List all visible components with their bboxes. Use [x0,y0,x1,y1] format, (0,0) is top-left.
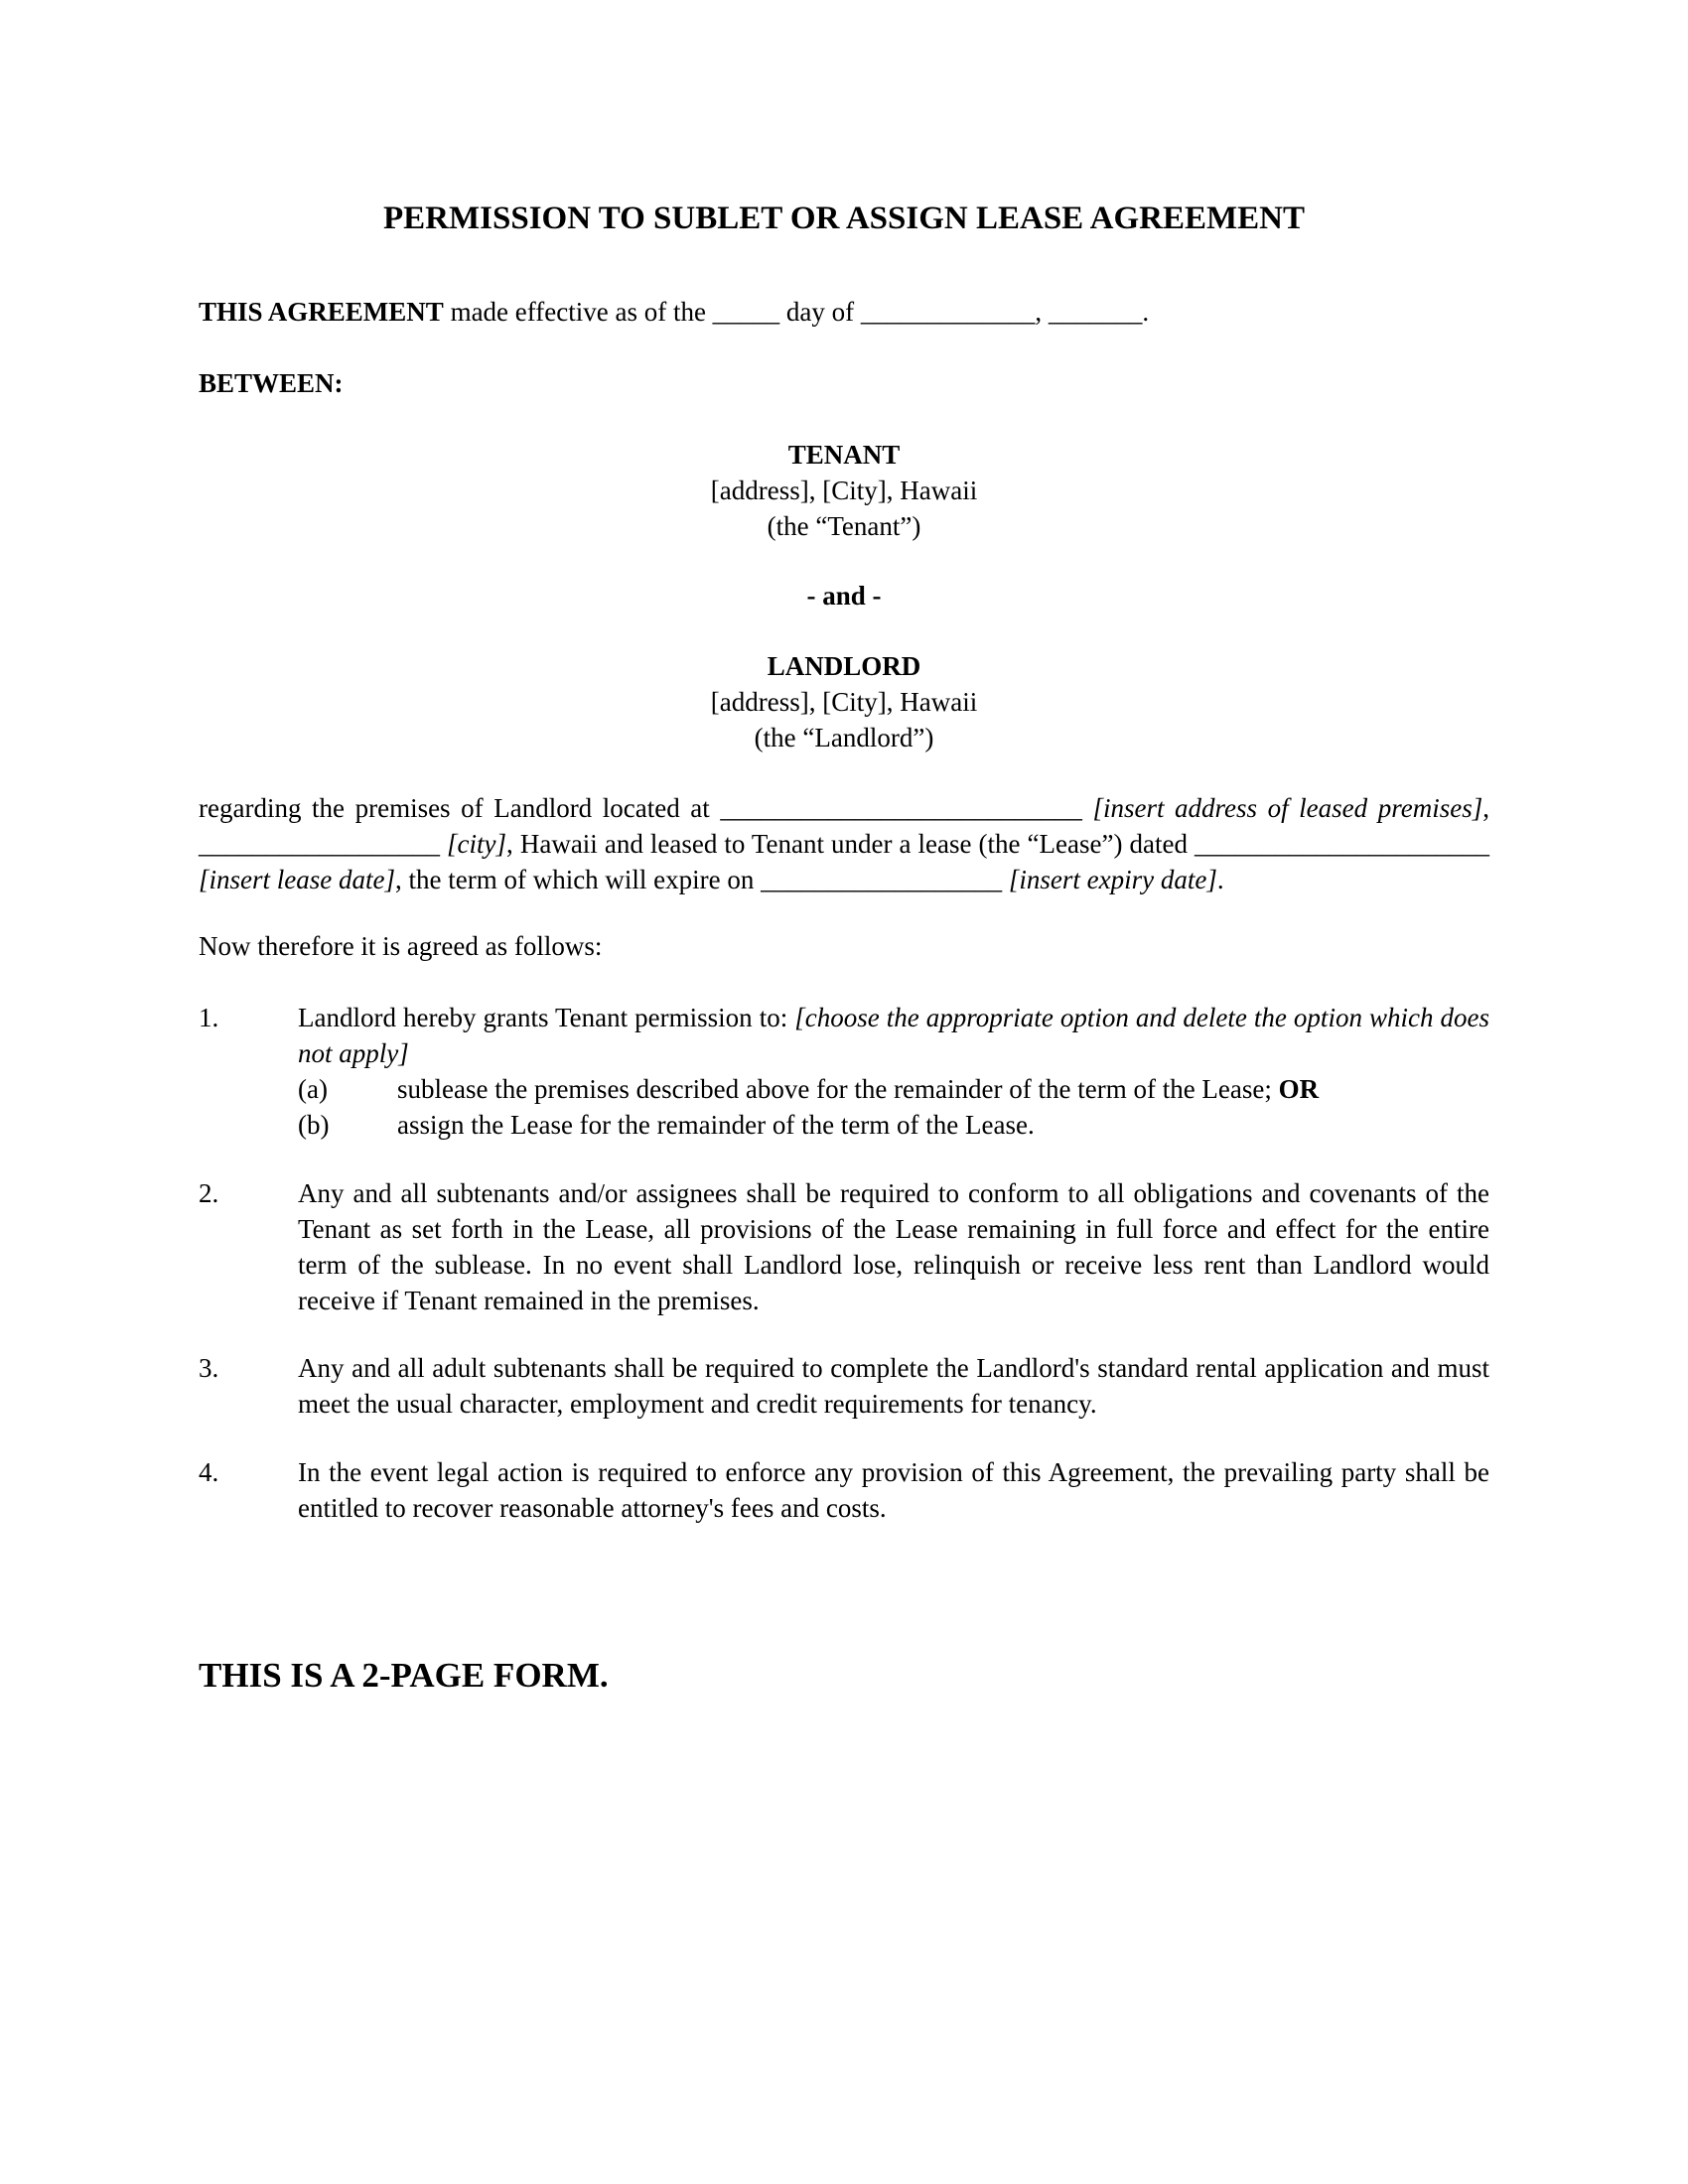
landlord-name: LANDLORD [767,651,921,681]
intro-paragraph: THIS AGREEMENT made effective as of the _____ day of _____________, _______. [199,297,1150,327]
lead-in-text: Now therefore it is agreed as follows: [199,931,603,961]
subclause-b-marker: (b) [298,1110,330,1140]
subclause-a [298,1071,1489,1107]
clause-1-body [298,1000,1489,1143]
clause-2 [199,1175,1489,1318]
two-page-form-notice: THIS IS A 2-PAGE FORM. [199,1656,609,1695]
landlord-address: [address], [City], Hawaii [710,687,978,717]
clause-1 [199,1000,1489,1143]
document-title: PERMISSION TO SUBLET OR ASSIGN LEASE AGREEMENT [383,201,1305,236]
party-block-tenant [199,437,1489,544]
clause-3-text: Any and all adult subtenants shall be required to complete the Landlord's standard rental application and must meet the usual character, employment and credit requirements for tenancy. [298,1353,1489,1419]
clause-1-number: 1. [199,1003,219,1032]
tenant-address: [address], [City], Hawaii [710,476,978,505]
subclause-a-marker: (a) [298,1074,328,1104]
clause-3 [199,1350,1489,1422]
premises-paragraph: regarding the premises of Landlord located at ___________________________ [insert address of leased premises], __________________ [city], Hawaii and leased to Tenant under a lease (the “Lease”) dated ______________________ [insert lease date], the term of which will expire on __________________ [insert expiry date]. [199,793,1490,894]
clause-3-number: 3. [199,1353,219,1383]
party-block-landlord [199,648,1489,755]
clause-4-number: 4. [199,1457,219,1487]
clause-2-number: 2. [199,1178,219,1208]
tenant-name: TENANT [787,440,901,470]
document-content [0,199,1688,1697]
subclause-a-text: sublease the premises described above for the remainder of the term of the Lease; OR [397,1074,1320,1104]
clause-2-text: Any and all subtenants and/or assignees shall be required to conform to all obligations and covenants of the Tenant as set forth in the Lease, all provisions of the Lease remaining in full force and effect for the entire term of the sublease. In no event shall Landlord lose, relinquish or receive less rent than Landlord would receive if Tenant remained in the premises. [298,1178,1489,1315]
clause-4-text: In the event legal action is required to enforce any provision of this Agreement, the prevailing party shall be entitled to recover reasonable attorney's fees and costs. [298,1457,1489,1523]
subclause-b [298,1107,1489,1143]
landlord-alias: (the “Landlord”) [754,723,934,752]
clause-4 [199,1454,1489,1526]
clause-1-text: Landlord hereby grants Tenant permission to: [choose the appropriate option and delete the option which does not apply] [298,1003,1490,1068]
tenant-alias: (the “Tenant”) [767,511,921,541]
between-label: BETWEEN: [199,368,344,398]
subclause-b-text: assign the Lease for the remainder of the term of the Lease. [397,1110,1035,1140]
and-separator: - and - [806,581,882,611]
